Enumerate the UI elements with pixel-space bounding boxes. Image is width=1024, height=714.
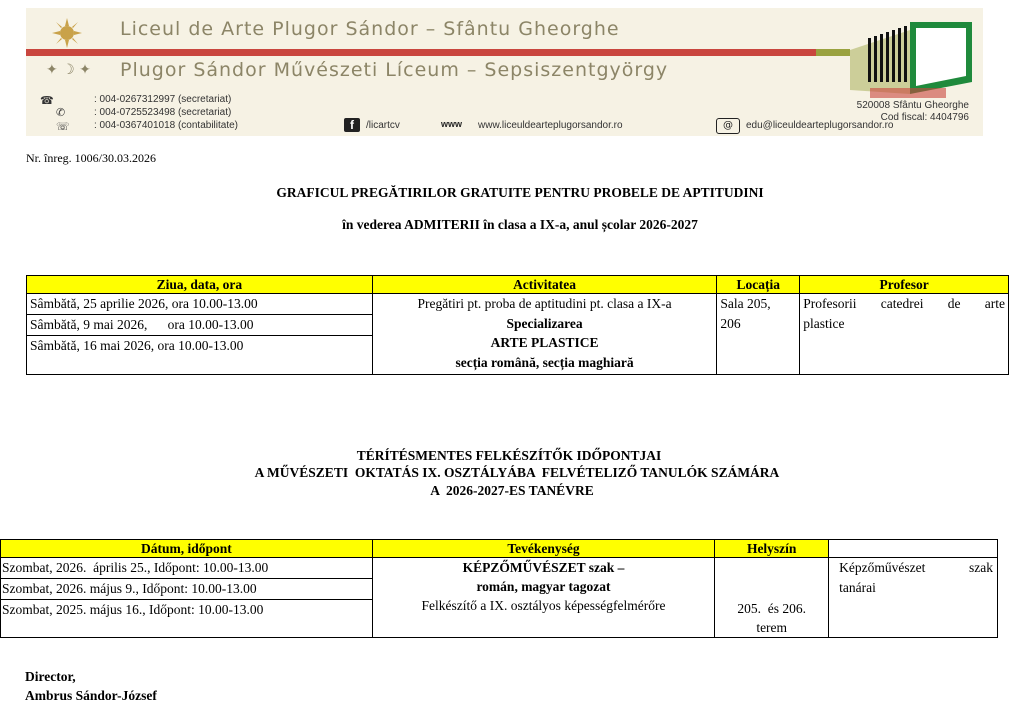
hu-schedule-table	[0, 539, 998, 638]
header-location: Locația	[717, 276, 800, 294]
header-activity: Tevékenység	[372, 540, 714, 558]
activity-line: Felkészítő a IX. osztályos képességfelmérőre	[421, 598, 666, 613]
teacher-line: plastice	[803, 316, 845, 331]
table-row	[1, 558, 998, 579]
director-title: Director,	[25, 669, 76, 684]
fax-phone-icon: ☎	[40, 94, 54, 107]
email-address: edu@liceuldearteplugorsandor.ro	[746, 120, 894, 131]
teacher-line: Képzőművészet szak	[839, 560, 993, 575]
hu-title: TÉRÍTÉSMENTES FELKÉSZÍTŐK IDŐPONTJAI	[356, 448, 662, 463]
address-city: 520008 Sfântu Gheorghe	[856, 100, 969, 111]
hu-subtitle: A MŰVÉSZETI OKTATÁS IX. OSZTÁLYÁBA FELVÉTELIZŐ TANULÓK SZÁMÁRA	[254, 465, 780, 480]
activity-cell	[372, 294, 717, 375]
stars-moon-icon: ✦ ☽ ✦	[46, 62, 91, 78]
location-line: 205. és 206.	[737, 601, 806, 616]
date-cell: Sâmbătă, 9 mai 2026, ora 10.00-13.00	[27, 315, 373, 336]
teacher-cell	[800, 294, 1009, 375]
date-cell: Szombat, 2025. május 16., Időpont: 10.00-13.00	[1, 600, 373, 638]
activity-line: ARTE PLASTICE	[490, 335, 599, 350]
ro-title: GRAFICUL PREGĂTIRILOR GRATUITE PENTRU PROBELE DE APTITUDINI	[276, 185, 764, 200]
header-activity: Activitatea	[372, 276, 717, 294]
teacher-cell	[829, 558, 998, 638]
fiscal-code: Cod fiscal: 4404796	[880, 112, 969, 123]
letterhead	[26, 8, 983, 136]
date-cell: Szombat, 2026. május 9., Időpont: 10.00-13.00	[1, 579, 373, 600]
hu-subtitle-year: A 2026-2027-ES TANÉVRE	[430, 483, 594, 498]
website-link: www.liceuldearteplugorsandor.ro	[478, 120, 623, 131]
activity-line: KÉPZŐMŰVÉSZET szak –	[462, 560, 625, 575]
registration-number: Nr. înreg. 1006/30.03.2026	[26, 151, 156, 165]
table-header-row	[1, 540, 998, 558]
ro-subtitle: în vederea ADMITERII în clasa a IX-a, anul școlar 2026-2027	[342, 217, 698, 232]
date-cell: Szombat, 2026. április 25., Időpont: 10.00-13.00	[1, 558, 373, 579]
sun-logo-icon	[52, 18, 82, 48]
school-name-hu: Plugor Sándor Művészeti Líceum – Sepsiszentgyörgy	[120, 59, 669, 81]
location-line: terem	[756, 620, 788, 635]
table-header-row	[27, 276, 1009, 294]
activity-line: Pregătiri pt. proba de aptitudini pt. clasa a IX-a	[417, 296, 672, 311]
phone-secretariat-1: : 004-0267312997 (secretariat)	[94, 94, 232, 105]
ro-schedule-table	[26, 275, 1009, 375]
header-teacher: Profesor	[800, 276, 1009, 294]
phone-accounting: : 004-0367401018 (contabilitate)	[94, 120, 238, 131]
table-row	[27, 294, 1009, 315]
director-name: Ambrus Sándor-József	[25, 688, 157, 703]
date-cell: Sâmbătă, 16 mai 2026, ora 10.00-13.00	[27, 336, 373, 375]
activity-line: román, magyar tagozat	[476, 579, 611, 594]
school-name-ro: Liceul de Arte Plugor Sándor – Sfântu Gheorghe	[120, 18, 620, 40]
teacher-line: Profesorii catedrei de arte	[803, 296, 1005, 311]
activity-cell	[372, 558, 714, 638]
location-line: 206	[720, 316, 741, 331]
header-location: Helyszín	[715, 540, 829, 558]
website-icon: www	[441, 119, 463, 129]
location-cell	[717, 294, 800, 375]
facebook-icon: f	[344, 118, 360, 132]
location-line: Sala 205,	[720, 296, 771, 311]
header-date: Ziua, data, ora	[27, 276, 373, 294]
mobile-phone-icon: ✆	[56, 106, 66, 119]
letterhead-band	[26, 49, 848, 56]
phone-secretariat-2: : 004-0725523498 (secretariat)	[94, 107, 232, 118]
piano-book-logo-icon	[850, 20, 978, 98]
location-cell	[715, 558, 829, 638]
date-cell: Sâmbătă, 25 aprilie 2026, ora 10.00-13.00	[27, 294, 373, 315]
header-teacher	[829, 540, 998, 558]
teacher-line: tanárai	[839, 580, 876, 595]
facebook-handle: /licartcv	[366, 120, 400, 131]
accounting-phone-icon: ☏	[56, 120, 70, 133]
activity-line: secția română, secția maghiară	[455, 354, 634, 370]
email-icon: @	[716, 118, 740, 134]
header-date: Dátum, időpont	[1, 540, 373, 558]
activity-line: Specializarea	[506, 315, 583, 331]
